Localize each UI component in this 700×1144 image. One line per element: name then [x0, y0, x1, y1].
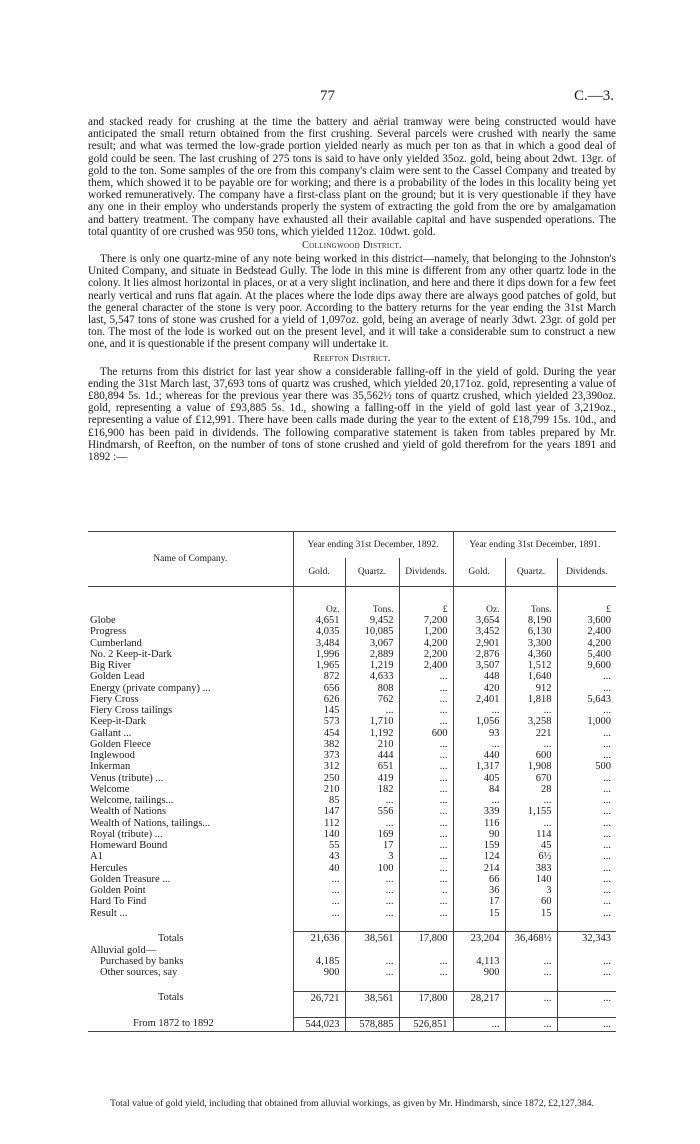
cell-q91: ...: [505, 967, 557, 978]
totals-row: [88, 931, 616, 945]
cell-d91: ...: [557, 967, 616, 978]
table-row: [88, 694, 616, 705]
unit-oz: Oz.: [293, 587, 345, 616]
cell-d92: ...: [399, 750, 453, 761]
cell-q91: ...: [505, 818, 557, 829]
cell-g91: 405: [453, 773, 505, 784]
cell-d91: ...: [557, 896, 616, 907]
cell-g91: ...: [453, 795, 505, 806]
text-column: [88, 116, 616, 463]
cell-q91: ...: [505, 1017, 557, 1031]
cell-q91: 28: [505, 784, 557, 795]
company-name: Hercules: [90, 862, 128, 874]
cell-d91: 5,643: [557, 694, 616, 705]
cell-q91: 6,130: [505, 626, 557, 637]
cell-g92: 544,023: [293, 1017, 345, 1031]
cell-q92: 444: [345, 750, 399, 761]
cell-g91: 1,056: [453, 716, 505, 727]
cell-d91: 32,343: [557, 931, 616, 945]
cell-d91: ...: [557, 784, 616, 795]
cell-q92: 169: [345, 829, 399, 840]
document-reference: C.—3.: [574, 88, 615, 104]
cell-g92: ...: [293, 885, 345, 896]
cell-g91: ...: [453, 1017, 505, 1031]
cell-g91: ...: [453, 705, 505, 716]
cell-g91: ...: [453, 739, 505, 750]
company-name: Golden Treasure ...: [90, 873, 171, 885]
cell-g92: ...: [293, 874, 345, 885]
cell-q91: 1,640: [505, 671, 557, 682]
company-name: Golden Fleece: [90, 738, 151, 750]
unit-pound: £: [399, 587, 453, 616]
gold-1892-header: Gold.: [293, 558, 345, 587]
cell-g92: 4,651: [293, 615, 345, 626]
cell-d92: ...: [399, 683, 453, 694]
cell-d91: ...: [557, 956, 616, 967]
cell-d92: ...: [399, 896, 453, 907]
unit-pound: £: [557, 587, 616, 616]
cell-d91: ...: [557, 840, 616, 851]
company-name: Other sources, say: [100, 967, 178, 979]
cell-g91: 15: [453, 908, 505, 919]
cell-d92: ..: [399, 885, 453, 896]
cell-d92: ...: [399, 851, 453, 862]
cell-d91: 500: [557, 761, 616, 772]
cell-q91: ...: [505, 956, 557, 967]
cell-g91: 214: [453, 863, 505, 874]
cell-g92: 1,996: [293, 649, 345, 660]
cell-d92: ...: [399, 705, 453, 716]
cell-g91: 90: [453, 829, 505, 840]
cell-q92: 556: [345, 806, 399, 817]
company-name: Purchased by banks: [100, 956, 184, 967]
table-row: [88, 761, 616, 772]
unit-tons: Tons.: [505, 587, 557, 616]
cell-q91: 600: [505, 750, 557, 761]
cell-q91: 140: [505, 874, 557, 885]
cell-g91: 448: [453, 671, 505, 682]
year-1891-header: Year ending 31st December, 1891.: [453, 532, 616, 559]
table-row: [88, 829, 616, 840]
cell-q91: 36,468½: [505, 931, 557, 945]
cell-d91: ...: [557, 863, 616, 874]
cell-q91: 3,258: [505, 716, 557, 727]
table-row: [88, 671, 616, 682]
cell-g92: 373: [293, 750, 345, 761]
cell-d91: 9,600: [557, 660, 616, 671]
cell-q92: 762: [345, 694, 399, 705]
table-row: [88, 716, 616, 727]
cell-q92: ...: [345, 874, 399, 885]
cell-g91: 66: [453, 874, 505, 885]
cell-d92: ...: [399, 795, 453, 806]
cell-d91: 2,400: [557, 626, 616, 637]
cell-q92: 38,561: [345, 991, 399, 1005]
cell-g91: 1,317: [453, 761, 505, 772]
company-name: From 1872 to 1892: [88, 1017, 293, 1031]
table-row: [88, 795, 616, 806]
cell-g92: 26,721: [293, 991, 345, 1005]
company-name: Cumberland: [90, 637, 142, 649]
table-row: [88, 806, 616, 817]
cell-d92: 2,400: [399, 660, 453, 671]
cell-q91: 4,360: [505, 649, 557, 660]
cell-q92: 210: [345, 739, 399, 750]
cell-g91: 159: [453, 840, 505, 851]
spacer-row: [88, 919, 616, 932]
cell-q91: 383: [505, 863, 557, 874]
company-name: Hard To Find: [90, 896, 147, 908]
table-row: [88, 750, 616, 761]
cell-q92: 10,085: [345, 626, 399, 637]
heading-reefton-district: Reefton District.: [313, 352, 391, 364]
cell-d91: ...: [557, 1017, 616, 1031]
company-name: No. 2 Keep-it-Dark: [90, 648, 172, 660]
cell-g91: 3,654: [453, 615, 505, 626]
cell-d91: ...: [557, 750, 616, 761]
cell-g91: 36: [453, 885, 505, 896]
cell-g91: 900: [453, 967, 505, 978]
cell-g92: 626: [293, 694, 345, 705]
cell-g92: 140: [293, 829, 345, 840]
table-row: [88, 818, 616, 829]
cell-g91: 2,901: [453, 638, 505, 649]
cell-q91: 912: [505, 683, 557, 694]
cell-d92: ...: [399, 967, 453, 978]
cell-g92: 4,185: [293, 956, 345, 967]
cell-d91: ...: [557, 908, 616, 919]
paragraph-reefton: The returns from this district for last year show a considerable falling-off in the yield of gold. During the year ending the 31st March last, 37,693 tons of quartz was crushed, which yielded 20,171oz. gold, representing a value of £80,894 5s. 1d.; whereas for the previous year there was 35,562½ tons of quartz crushed, which yielded 23,390oz. gold, representing a value of £93,885 5s. 1d., showing a falling-off in the yield of gold last year of 3,219oz., representing a value of £12,991. There have been calls made during the year to the extent of £18,799 15s. 10d., and £16,900 has been paid in dividends. The following comparative statement is taken from tables prepared by Mr. Hindmarsh, of Reefton, on the number of tons of stone crushed and yield of gold therefrom for the years 1891 and 1892 :—: [88, 365, 616, 464]
cell-g91: 17: [453, 896, 505, 907]
cell-q92: ...: [345, 795, 399, 806]
paragraph-collingwood: There is only one quartz-mine of any note being worked in this district—namely, that belonging to the Johnston's United Company, and situate in Bedstead Gully. The lode in this mine is different from any other quartz lode in the colony. It lies almost horizontal in places, or at a very slight inclination, and here and there it dips down for a few feet nearly vertical and runs flat again. At the places where the lode dips away there are always good patches of gold, but the general character of the stone is very poor. According to the battery returns for the year ending the 31st March last, 5,547 tons of stone was crushed for a yield of 1,097oz. gold, being an average of nearly 3dwt. 23gr. of gold per ton. The most of the lode is worked out on the present level, and it will take a considerable sum to construct a new one, and it is questionable if the present company will undertake it.: [88, 253, 616, 351]
cell-q91: ...: [505, 795, 557, 806]
cell-g91: 2,876: [453, 649, 505, 660]
cell-g92: 40: [293, 863, 345, 874]
cell-g92: 382: [293, 739, 345, 750]
cell-g92: 4,035: [293, 626, 345, 637]
cell-d91: ...: [557, 829, 616, 840]
cell-g92: 145: [293, 705, 345, 716]
cell-q92: ...: [345, 818, 399, 829]
cell-g91: 440: [453, 750, 505, 761]
cell-g92: 900: [293, 967, 345, 978]
cell-g92: 85: [293, 795, 345, 806]
cell-q92: 578,885: [345, 1017, 399, 1031]
company-name: Result ...: [90, 907, 128, 919]
cell-g92: 573: [293, 716, 345, 727]
cell-g91: 2,401: [453, 694, 505, 705]
cell-q92: 1,192: [345, 728, 399, 739]
company-name: Keep-it-Dark: [90, 716, 146, 728]
cell-d92: 7,200: [399, 615, 453, 626]
cell-g92: 312: [293, 761, 345, 772]
table-row: [88, 739, 616, 750]
cell-g92: ...: [293, 908, 345, 919]
cell-d92: ...: [399, 840, 453, 851]
cell-q91: 45: [505, 840, 557, 851]
company-name: Homeward Bound: [90, 840, 168, 851]
cell-q92: 38,561: [345, 931, 399, 945]
cell-q91: ...: [505, 739, 557, 750]
table-row: [88, 649, 616, 660]
company-name: Totals: [158, 932, 184, 944]
cell-d91: 1,000: [557, 716, 616, 727]
paragraph-ore-crushing: and stacked ready for crushing at the time the battery and aërial tramway were being constructed would have anticipated the small return obtained from the first crushing. Several parcels were crushed with nearly the same result; and what was termed the low-grade portion yielded nearly as much per ton as that in which a good deal of gold could be seen. The last crushing of 275 tons is said to have only yielded 35oz. gold, being about 2dwt. 13gr. of gold to the ton. Some samples of the ore from this company's claim were sent to the Cassel Company and treated by them, which showed it to be payable ore for working; and there is a probability of the lodes in this locality being yet worked remuneratively. The company have a first-class plant on the ground; but it is very questionable if they have any one in their employ who understands properly the system of extracting the gold from the ore by amalgamation and battery treatment. The company have exhausted all their available capital and have suspended operations. The total quantity of ore crushed was 950 tons, which yielded 112oz. 10dwt. gold.: [88, 116, 616, 238]
cell-d92: ...: [399, 716, 453, 727]
table-row: [88, 840, 616, 851]
cell-q92: 419: [345, 773, 399, 784]
cell-g92: 21,636: [293, 931, 345, 945]
cell-d92: ...: [399, 694, 453, 705]
cell-g91: 339: [453, 806, 505, 817]
cell-q91: 1,818: [505, 694, 557, 705]
cell-g91: 4,113: [453, 956, 505, 967]
cell-q91: 15: [505, 908, 557, 919]
cell-q91: 221: [505, 728, 557, 739]
table-row: [88, 773, 616, 784]
company-name: Totals: [158, 992, 184, 1004]
cell-d91: ...: [557, 874, 616, 885]
cell-d92: ...: [399, 761, 453, 772]
cell-d92: ...: [399, 806, 453, 817]
company-name: Inglewood: [90, 750, 135, 761]
cell-q91: 8,190: [505, 615, 557, 626]
cell-q92: 2,889: [345, 649, 399, 660]
cell-q91: 1,155: [505, 806, 557, 817]
cell-q92: 4,633: [345, 671, 399, 682]
company-name: Big River: [90, 660, 132, 671]
company-name: Welcome, tailings...: [90, 795, 174, 806]
dividends-1891-header: Dividends.: [557, 558, 616, 587]
cell-q92: 651: [345, 761, 399, 772]
company-name: Wealth of Nations, tailings...: [90, 817, 211, 829]
year-1892-header: Year ending 31st December, 1892.: [293, 532, 453, 559]
company-name: Globe: [90, 615, 116, 626]
cell-d92: ...: [399, 818, 453, 829]
table-row: [88, 874, 616, 885]
company-name: Royal (tribute) ...: [90, 828, 163, 840]
cell-g91: 23,204: [453, 931, 505, 945]
cell-q91: ...: [505, 991, 557, 1005]
other-sources-row: [88, 967, 616, 978]
company-name: Venus (tribute) ...: [90, 772, 164, 784]
cell-d91: ...: [557, 705, 616, 716]
cell-d91: ...: [557, 991, 616, 1005]
company-name: Fiery Cross tailings: [90, 705, 173, 716]
company-name: Progress: [90, 626, 127, 638]
cell-d92: ...: [399, 739, 453, 750]
cell-g92: 43: [293, 851, 345, 862]
quartz-1891-header: Quartz.: [505, 558, 557, 587]
cell-d92: 600: [399, 728, 453, 739]
cell-q92: 1,710: [345, 716, 399, 727]
table-row: [88, 660, 616, 671]
table-row: [88, 863, 616, 874]
cell-d91: 5,400: [557, 649, 616, 660]
page-header: [0, 88, 700, 104]
cell-g92: 55: [293, 840, 345, 851]
cell-d92: 2,200: [399, 649, 453, 660]
company-name: Golden Point: [90, 885, 146, 896]
cell-q91: 1,512: [505, 660, 557, 671]
cell-d92: ...: [399, 863, 453, 874]
cell-g91: 116: [453, 818, 505, 829]
cell-d92: ...: [399, 671, 453, 682]
cell-q92: 182: [345, 784, 399, 795]
cell-q91: 114: [505, 829, 557, 840]
table-row: [88, 626, 616, 637]
cell-g92: 210: [293, 784, 345, 795]
cell-q92: ...: [345, 967, 399, 978]
cell-d92: 526,851: [399, 1017, 453, 1031]
table-footnote: Total value of gold yield, including that obtained from alluvial workings, as given by Mr. Hindmarsh, since 1872, £2,127,384.: [110, 1098, 594, 1109]
heading-collingwood-district: Collingwood District.: [302, 240, 402, 252]
cell-g92: 250: [293, 773, 345, 784]
cell-q92: 3,067: [345, 638, 399, 649]
cell-d92: 1,200: [399, 626, 453, 637]
cell-q92: 808: [345, 683, 399, 694]
company-name: Energy (private company) ...: [90, 682, 211, 694]
cell-d91: 4,200: [557, 638, 616, 649]
cell-q92: 9,452: [345, 615, 399, 626]
cell-g92: ...: [293, 896, 345, 907]
cell-d91: ...: [557, 851, 616, 862]
cell-g92: 1,965: [293, 660, 345, 671]
table-row: [88, 908, 616, 919]
cell-d92: 17,800: [399, 991, 453, 1005]
cell-q91: 3,300: [505, 638, 557, 649]
cell-d91: ...: [557, 818, 616, 829]
cell-g91: 3,452: [453, 626, 505, 637]
cell-g91: 124: [453, 851, 505, 862]
cell-d92: ...: [399, 908, 453, 919]
cell-q92: ...: [345, 896, 399, 907]
units-row: [88, 587, 616, 616]
table-row: [88, 705, 616, 716]
cell-q92: ...: [345, 885, 399, 896]
unit-tons: Tons.: [345, 587, 399, 616]
cell-d92: ...: [399, 784, 453, 795]
spacer-row: [88, 1005, 616, 1018]
cell-q91: 6½: [505, 851, 557, 862]
cell-d91: ...: [557, 806, 616, 817]
cell-q91: ...: [505, 705, 557, 716]
alluvial-heading-row: [88, 945, 616, 956]
cell-q91: 60: [505, 896, 557, 907]
company-name: Gallant ...: [90, 727, 132, 739]
alluvial-label: Alluvial gold—: [90, 944, 157, 956]
cell-d91: ...: [557, 885, 616, 896]
cell-q92: ...: [345, 956, 399, 967]
company-name: Inkerman: [90, 761, 131, 773]
cell-q92: ...: [345, 908, 399, 919]
dividends-1892-header: Dividends.: [399, 558, 453, 587]
table-row: [88, 638, 616, 649]
cell-d92: ...: [399, 874, 453, 885]
cell-q92: 3: [345, 851, 399, 862]
cell-d91: ...: [557, 795, 616, 806]
table-row: [88, 728, 616, 739]
cell-d92: ...: [399, 773, 453, 784]
cell-g92: 147: [293, 806, 345, 817]
cell-q92: ...: [345, 705, 399, 716]
quartz-1892-header: Quartz.: [345, 558, 399, 587]
cell-g91: 84: [453, 784, 505, 795]
cell-g92: 656: [293, 683, 345, 694]
cell-d91: ...: [557, 671, 616, 682]
cell-d91: 3,600: [557, 615, 616, 626]
comparative-statement-table: [88, 531, 616, 1032]
company-name: Golden Lead: [90, 671, 145, 683]
cell-d91: ...: [557, 739, 616, 750]
table-row: [88, 683, 616, 694]
table-row: [88, 615, 616, 626]
company-name: Welcome: [90, 783, 130, 795]
cell-g92: 112: [293, 818, 345, 829]
table-row: [88, 784, 616, 795]
cell-d92: ...: [399, 829, 453, 840]
cell-q91: 3: [505, 885, 557, 896]
spacer-row: [88, 979, 616, 992]
purchased-by-banks-row: [88, 956, 616, 967]
cell-g92: 454: [293, 728, 345, 739]
table-row: [88, 851, 616, 862]
company-name: Fiery Cross: [90, 693, 139, 705]
cell-g91: 93: [453, 728, 505, 739]
cell-q92: 1,219: [345, 660, 399, 671]
cell-q91: 1,908: [505, 761, 557, 772]
cell-q92: 17: [345, 840, 399, 851]
from-1872-row: [88, 1017, 616, 1031]
grand-totals-row: [88, 991, 616, 1005]
cell-g92: 872: [293, 671, 345, 682]
company-name: Wealth of Nations: [90, 806, 167, 818]
cell-d92: 4,200: [399, 638, 453, 649]
table-row: [88, 896, 616, 907]
gold-1891-header: Gold.: [453, 558, 505, 587]
cell-q91: 670: [505, 773, 557, 784]
cell-g91: 3,507: [453, 660, 505, 671]
cell-d91: ...: [557, 728, 616, 739]
cell-d92: ...: [399, 956, 453, 967]
unit-oz: Oz.: [453, 587, 505, 616]
cell-d91: ...: [557, 773, 616, 784]
table-row: [88, 885, 616, 896]
cell-d92: 17,800: [399, 931, 453, 945]
page-number: 77: [320, 88, 335, 104]
cell-g92: 3,484: [293, 638, 345, 649]
cell-q92: 100: [345, 863, 399, 874]
cell-g91: 420: [453, 683, 505, 694]
cell-g91: 28,217: [453, 991, 505, 1005]
cell-d91: ...: [557, 683, 616, 694]
company-name: A1: [90, 851, 103, 863]
name-of-company-header: Name of Company.: [88, 532, 293, 587]
